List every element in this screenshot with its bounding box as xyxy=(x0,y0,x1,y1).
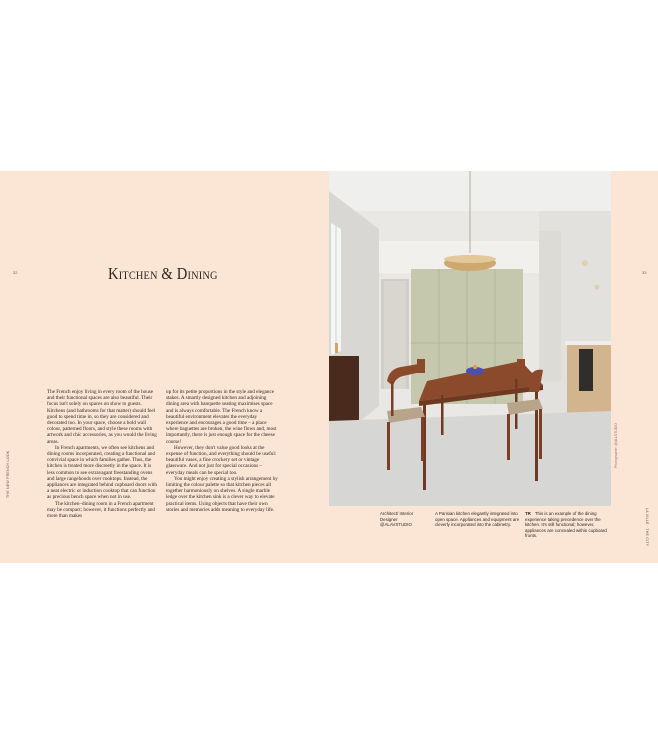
paragraph: In French apartments, we often see kitchens and dining rooms incorporated, creating a functional and convivial space in which families gather. Thus, the kitchen is treated more discreetly in the space. It is less common to see extravagant freestanding ovens and large rangehoods over cooktops. Instead, the appliances are integrated behind cupboard doors with a neat electric or induction cooktop that can function as precious bench space when not in use. xyxy=(47,444,157,501)
paragraph: up for its petite proportions in the style and elegance stakes. A smartly designed kitchen and adjoining dining area with banquette seating maximises space and is always comfortable. The French know a beautiful environment elevates the everyday experience and encourages a good time – a place where baguettes are broken, the wine flows and, most importantly, there is just enough space for the cheese course! xyxy=(166,389,277,445)
section-title: Kitchen & Dining xyxy=(108,264,218,283)
paragraph: You might enjoy creating a stylish arrangement by limiting the colour palette so that kitchen pieces all together harmoniously on shelves. A single marble ledge over the kitchen sink is a clever way to elevate practical items. Using objects that have their own stories and memories adds meaning to everyday life. xyxy=(166,475,278,513)
caption-main: A Parisian kitchen elegantly integrated into open space. Appliances and equipment are cleverly incorporated into the cabinetry. xyxy=(435,511,520,528)
caption-designer: Architect/ Interior Designer @ALAVSTUDIO xyxy=(380,511,414,528)
caption-dining xyxy=(525,511,609,539)
caption-text: This is an example of the dining experience taking precedence over the kitchen. It's still functional; however, appliances are concealed within cupboard fronts. xyxy=(525,511,607,539)
folio-left: 32 xyxy=(13,270,18,275)
paragraph: The French enjoy living in every room of the house and their functional spaces are also beautiful. Their focus isn't solely on spaces on show to guests. Kitchens (and bathrooms for that matter) should feel good to spend time in, so they are considered and decorated too. In your space, choose a bold wall colour, patterned floors, and style these rooms with artwork and chic accessories, as you would the living areas. xyxy=(47,389,157,445)
paragraph: The kitchen–dining room in a French apartment may be compact; however, it functions perfectly and more than makes xyxy=(47,500,155,520)
caption-tag: TR xyxy=(525,511,531,516)
running-head-left: THE NEW FRENCH LOOK xyxy=(6,450,10,498)
body-column-2 xyxy=(166,389,279,513)
running-head-right: LA VILLE · THE CITY xyxy=(645,508,649,547)
body-column-1 xyxy=(47,389,160,519)
kitchen-photo xyxy=(329,171,611,506)
folio-right: 33 xyxy=(642,270,647,275)
photo-credit: Photographer: @ALLSTUDIO xyxy=(614,423,618,468)
paragraph: However, they don't value good looks at the expense of function, and everything should be useful: beautiful vases, a fine crockery set or vintage glassware. And not just for special occasions – everyday meals can be special too. xyxy=(166,444,277,476)
kitchen-illustration xyxy=(329,171,611,506)
